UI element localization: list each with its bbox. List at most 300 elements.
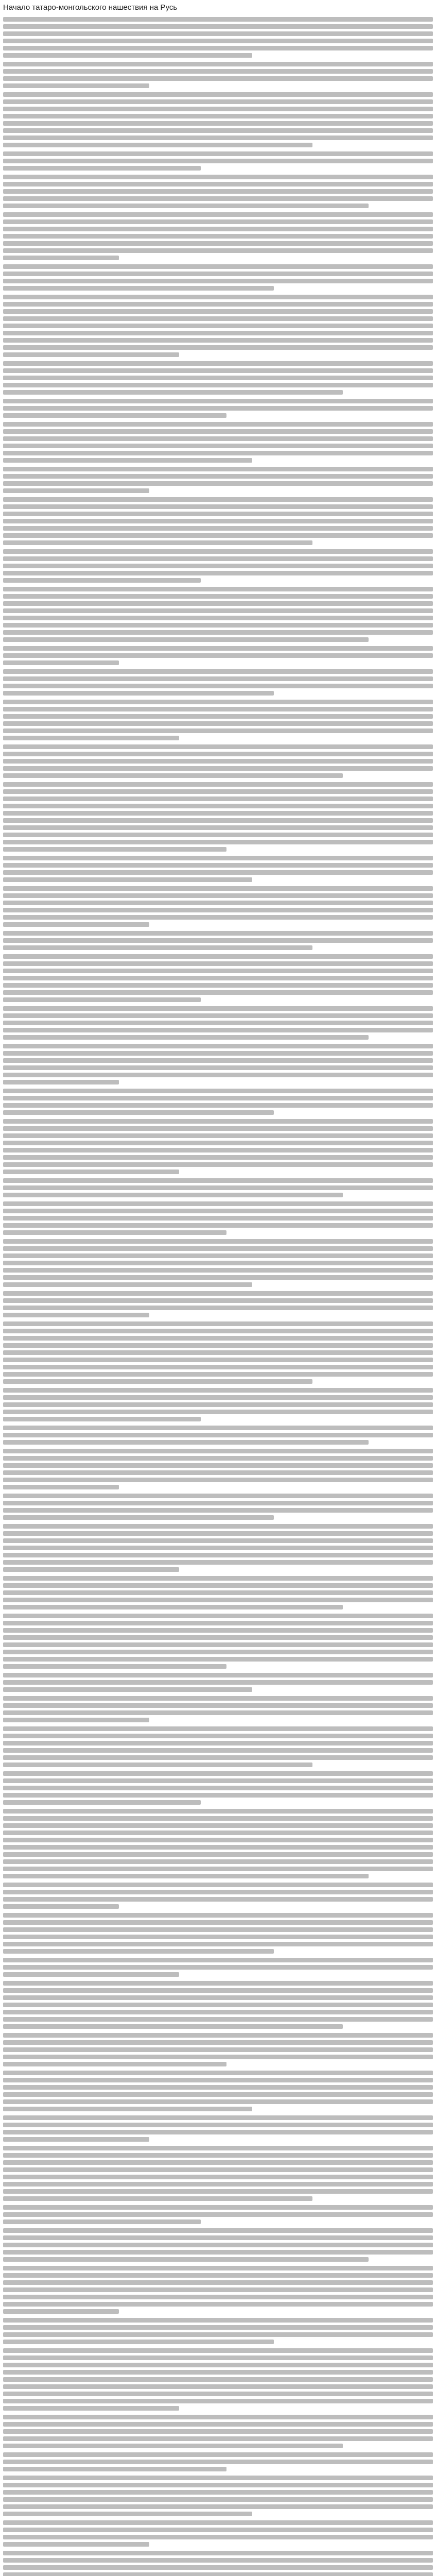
article-paragraph [3,1913,433,1954]
text-line [3,630,433,635]
text-line [3,1890,433,1894]
text-line [3,2406,179,2411]
text-line [3,1148,433,1153]
text-line [3,533,433,538]
text-line [3,983,433,988]
text-line [3,1567,179,1572]
article-paragraph [3,1239,433,1287]
text-line [3,1402,433,1407]
text-line [3,107,433,111]
text-line [3,623,433,628]
text-line [3,744,433,749]
text-line [3,997,201,1002]
article-paragraph [3,2476,433,2516]
text-line [3,1291,433,1296]
text-line [3,684,433,688]
text-line [3,2572,433,2576]
text-line [3,1379,312,1384]
text-line [3,660,119,665]
text-line [3,1051,433,1056]
text-line [3,1598,433,1602]
article-paragraph [3,295,433,357]
text-line [3,847,226,852]
text-line [3,2228,433,2233]
text-line [3,1538,433,1543]
text-line [3,2003,433,2007]
text-line [3,338,433,343]
text-line [3,2146,433,2150]
text-line [3,2287,433,2292]
text-line [3,1141,433,1145]
text-line [3,1395,433,1400]
text-line [3,1006,433,1011]
text-line [3,1680,433,1685]
text-line [3,1417,201,1421]
text-line [3,1433,433,1437]
text-line [3,92,433,97]
text-line [3,2355,433,2360]
text-line [3,1995,433,2000]
text-line [3,2182,433,2187]
text-line [3,1313,149,1317]
text-line [3,1726,433,1731]
text-line [3,877,252,882]
text-line [3,497,433,502]
article-paragraph [3,1726,433,1767]
text-line [3,1456,433,1461]
text-line [3,954,433,959]
text-line [3,2422,433,2427]
text-line [3,1021,433,1025]
text-line [3,669,433,674]
text-line [3,1628,433,1633]
article-paragraph [3,1291,433,1317]
text-line [3,2092,433,2097]
article-paragraph [3,2318,433,2344]
text-line [3,1831,433,1835]
text-line [3,1874,369,1878]
text-line [3,1927,433,1932]
article-paragraph [3,1771,433,1805]
article-paragraph [3,931,433,950]
text-line [3,1216,433,1221]
text-line [3,1388,433,1393]
text-line [3,1268,433,1273]
text-line [3,504,433,509]
text-line [3,2302,433,2307]
text-line [3,1904,119,1909]
article-paragraph [3,1809,433,1878]
text-line [3,1642,433,1647]
text-line [3,564,433,568]
text-line [3,2504,433,2509]
text-line [3,1426,433,1430]
text-line [3,309,433,314]
text-line [3,578,201,583]
text-line [3,212,433,217]
text-line [3,474,433,479]
article-paragraph [3,2071,433,2111]
text-line [3,1734,433,1738]
article-paragraph [3,62,433,88]
text-line [3,519,433,523]
text-line [3,728,433,733]
text-line [3,1044,433,1048]
text-line [3,2483,433,2487]
text-line [3,1614,433,1618]
text-line [3,295,433,299]
text-line [3,1771,433,1776]
text-line [3,2325,433,2330]
article-paragraph [3,2205,433,2224]
text-line [3,1859,433,1864]
text-line [3,556,433,561]
article-paragraph [3,17,433,58]
article-paragraph [3,1696,433,1722]
text-line [3,1485,119,1489]
text-line [3,2062,226,2066]
text-line [3,241,433,246]
article-paragraph [3,2033,433,2066]
text-line [3,1358,433,1362]
text-line [3,945,312,950]
text-line [3,1605,343,1609]
text-line [3,1897,433,1902]
text-line [3,2040,433,2045]
text-line [3,1942,433,1946]
text-line [3,1449,433,1453]
text-line [3,2467,226,2471]
text-line [3,53,252,58]
text-line [3,31,433,36]
text-line [3,422,433,427]
text-line [3,1096,433,1100]
text-line [3,2212,433,2217]
text-line [3,1816,433,1821]
text-line [3,467,433,471]
text-line [3,1298,433,1303]
text-line [3,279,433,283]
text-line [3,1576,433,1581]
article-paragraph [3,1576,433,1609]
text-line [3,1155,433,1160]
text-line [3,2115,433,2120]
text-line [3,893,433,898]
text-line [3,2340,274,2344]
text-line [3,1073,433,1077]
text-line [3,646,433,651]
text-line [3,2528,433,2532]
text-line [3,1696,433,1701]
text-line [3,1583,433,1588]
article-paragraph [3,2266,433,2314]
text-line [3,2542,149,2547]
text-line [3,1013,433,1018]
text-line [3,2047,433,2052]
text-line [3,1650,433,1654]
text-line [3,1800,201,1805]
text-line [3,1981,433,1986]
article-paragraph [3,422,433,463]
article-paragraph [3,151,433,171]
text-line [3,83,149,88]
article-paragraph [3,549,433,583]
text-line [3,969,433,973]
text-line [3,1201,433,1206]
text-line [3,204,369,208]
text-line [3,1185,433,1190]
text-line [3,1621,433,1625]
text-line [3,234,433,239]
text-line [3,1350,433,1355]
article-paragraph [3,1321,433,1384]
text-line [3,2235,433,2240]
article-paragraph [3,1089,433,1115]
article-paragraph [3,212,433,260]
text-line [3,2137,149,2142]
text-line [3,721,433,726]
text-line [3,1275,433,1280]
text-line [3,451,433,455]
article-paragraph [3,2146,433,2201]
text-line [3,526,433,531]
text-line [3,2363,433,2367]
text-line [3,1823,433,1828]
text-line [3,444,433,448]
article-paragraph [3,2520,433,2547]
text-line [3,2167,433,2172]
text-line [3,1478,433,1482]
text-line [3,399,433,403]
article-paragraph [3,1044,433,1084]
text-line [3,2332,433,2337]
article-paragraph [3,264,433,291]
text-line [3,1253,433,1258]
text-line [3,700,433,704]
text-line [3,1838,433,1842]
text-line [3,488,149,493]
text-line [3,1673,433,1677]
text-line [3,1372,433,1377]
text-line [3,540,312,545]
text-line [3,182,433,187]
text-line [3,1546,433,1550]
text-line [3,707,433,711]
text-line [3,2377,433,2382]
text-line [3,2415,433,2419]
article-paragraph [3,1958,433,1977]
text-line [3,2452,433,2457]
text-line [3,1089,433,1093]
text-line [3,840,433,844]
text-line [3,1365,433,1369]
text-line [3,2078,433,2082]
text-line [3,39,433,43]
text-line [3,571,433,575]
article-paragraph [3,744,433,778]
text-line [3,1755,433,1760]
text-line [3,990,433,995]
text-line [3,512,433,516]
text-line [3,114,433,118]
article-paragraph [3,92,433,147]
text-line [3,1703,433,1708]
text-line [3,2153,433,2158]
text-line [3,1463,433,1468]
text-line [3,766,433,771]
text-line [3,1209,433,1213]
text-line [3,390,343,395]
text-line [3,219,433,224]
text-line [3,608,433,613]
text-line [3,345,433,350]
text-line [3,2444,343,2448]
article-paragraph [3,467,433,493]
text-line [3,714,433,719]
text-line [3,2348,433,2353]
text-line [3,458,252,463]
text-line [3,166,201,171]
text-line [3,736,179,740]
text-line [3,1306,433,1310]
article-paragraph [3,1426,433,1445]
text-line [3,316,433,321]
article-paragraph [3,954,433,1002]
text-line [3,24,433,29]
text-line [3,324,433,328]
text-line [3,1553,433,1557]
text-line [3,594,433,599]
text-line [3,1028,433,1032]
text-line [3,1329,433,1333]
text-line [3,1988,433,1993]
article-paragraph [3,1006,433,1040]
text-line [3,1110,274,1115]
text-line [3,2460,433,2464]
text-line [3,2273,433,2278]
text-line [3,653,433,658]
text-line [3,2243,433,2247]
text-line [3,1845,433,1850]
text-line [3,1239,433,1244]
text-line [3,782,433,787]
article-paragraph [3,1614,433,1669]
article-paragraph [3,1673,433,1692]
text-line [3,1560,433,1565]
text-line [3,818,433,823]
text-line [3,286,274,291]
text-line [3,2280,433,2285]
text-line [3,175,433,179]
text-line [3,1470,433,1475]
text-line [3,481,433,486]
text-line [3,1687,252,1692]
text-line [3,752,433,756]
text-line [3,863,433,868]
text-line [3,601,433,606]
text-line [3,1261,433,1265]
text-line [3,121,433,126]
text-line [3,17,433,22]
text-line [3,2024,343,2029]
article-paragraph [3,2415,433,2448]
text-line [3,248,433,253]
text-line [3,1058,433,1063]
text-line [3,1515,274,1520]
text-line [3,938,433,943]
text-line [3,1223,433,1228]
text-line [3,128,433,133]
text-line [3,1809,433,1814]
article-paragraph [3,2348,433,2411]
text-line [3,1748,433,1753]
text-line [3,1170,179,1174]
article-paragraph [3,1883,433,1909]
article-paragraph [3,361,433,395]
text-line [3,1501,433,1505]
text-line [3,2490,433,2495]
text-line [3,886,433,891]
text-line [3,436,433,441]
article-body [3,17,433,2576]
text-line [3,2033,433,2038]
text-line [3,69,433,74]
text-line [3,2205,433,2210]
article-paragraph [3,1388,433,1421]
text-line [3,1193,343,1197]
text-line [3,901,433,905]
text-line [3,1778,433,1783]
text-line [3,189,433,194]
text-line [3,1126,433,1131]
text-line [3,1657,433,1662]
text-line [3,789,433,794]
text-line [3,1867,433,1871]
text-line [3,1494,433,1498]
article-paragraph [3,1178,433,1197]
text-line [3,922,149,927]
text-line [3,2392,433,2396]
text-line [3,1524,433,1529]
text-line [3,331,433,335]
text-line [3,1635,433,1640]
article-paragraph [3,2452,433,2471]
text-line [3,143,312,147]
text-line [3,2551,433,2555]
article-paragraph [3,1201,433,1235]
text-line [3,196,433,201]
article-paragraph [3,1524,433,1572]
text-line [3,759,433,764]
text-line [3,256,119,260]
text-line [3,691,274,696]
text-line [3,1786,433,1790]
text-line [3,1321,433,1326]
text-line [3,773,343,778]
text-line [3,227,433,231]
text-line [3,76,433,81]
text-line [3,2071,433,2075]
text-line [3,1178,433,1183]
text-line [3,2219,201,2224]
text-line [3,870,433,875]
text-line [3,383,433,387]
text-line [3,352,179,357]
text-line [3,616,433,620]
text-line [3,2130,433,2134]
text-line [3,2196,312,2201]
text-line [3,1741,433,1745]
